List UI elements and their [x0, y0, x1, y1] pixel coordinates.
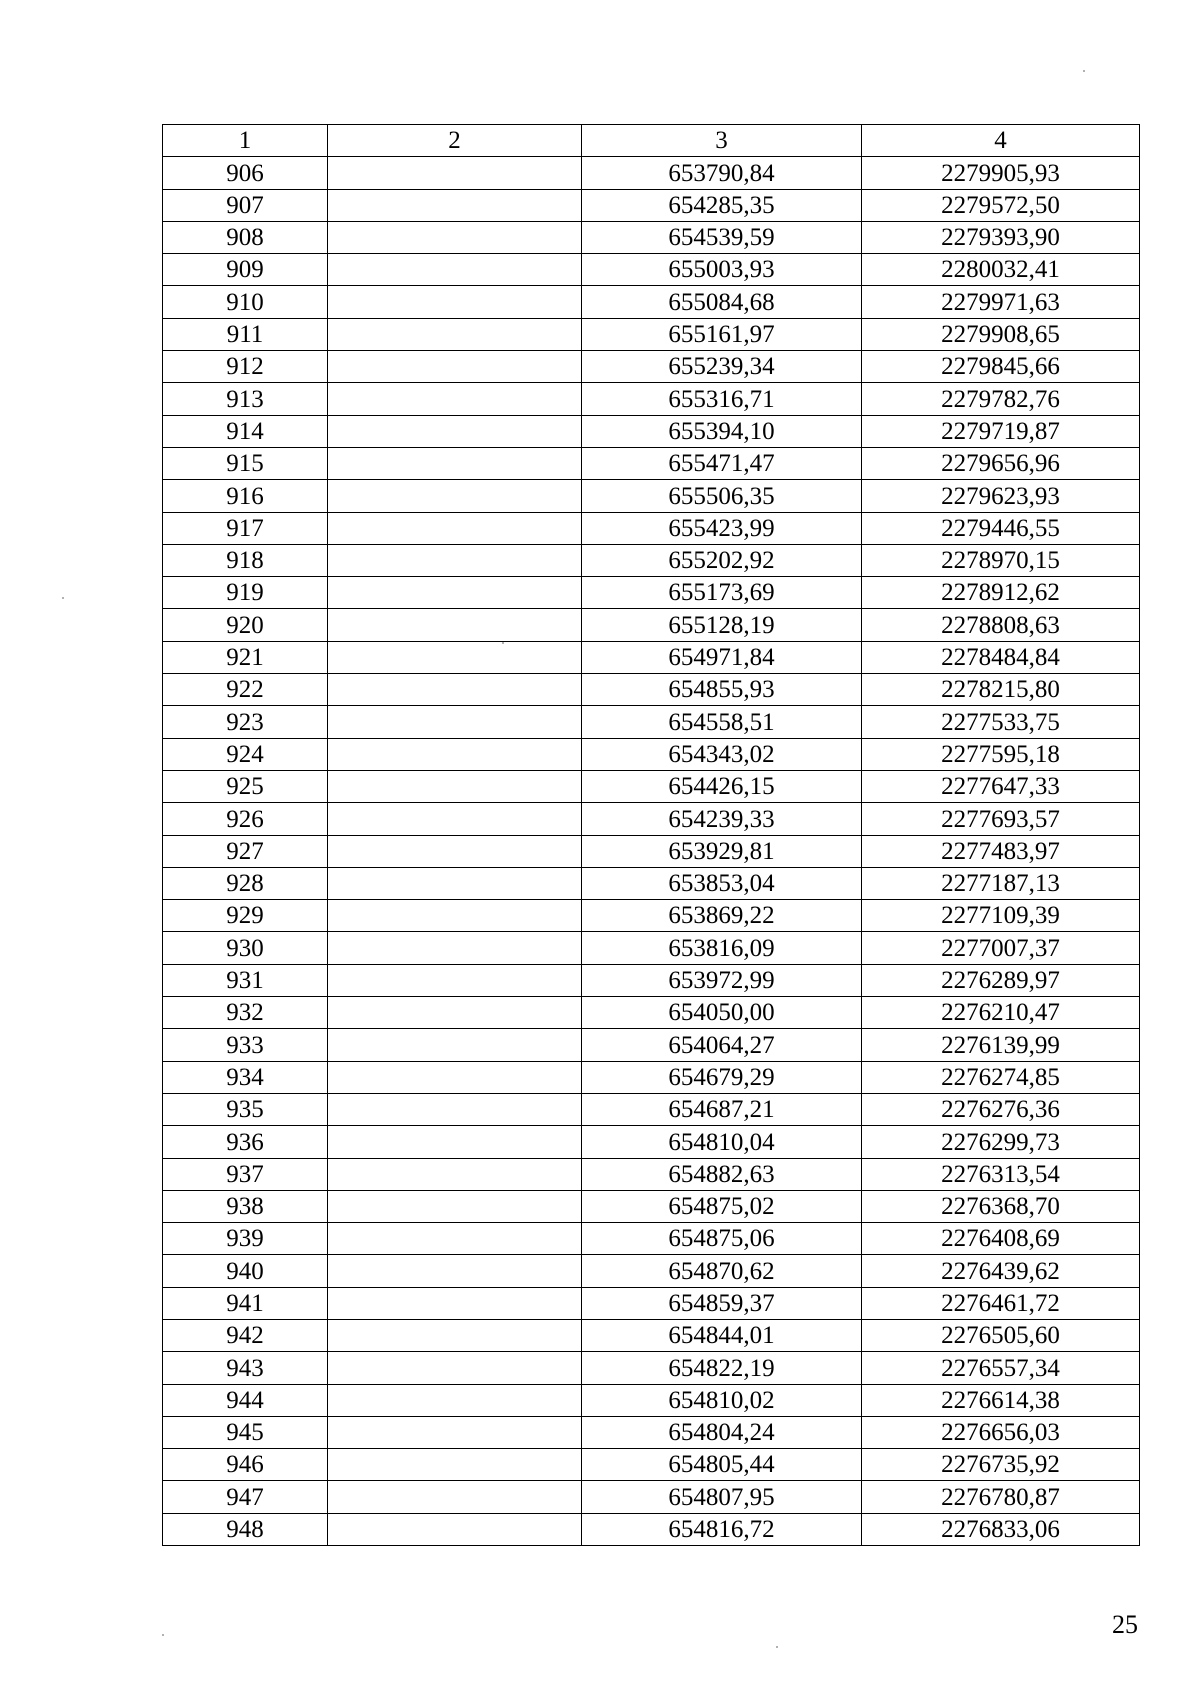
- table-row: [163, 1029, 1140, 1061]
- table-row: [163, 383, 1140, 415]
- empty-cell: [328, 1061, 582, 1093]
- empty-cell: [328, 932, 582, 964]
- y-coordinate-cell: 2276461,72: [862, 1287, 1140, 1319]
- y-coordinate-cell: 2278970,15: [862, 544, 1140, 576]
- table-row: [163, 997, 1140, 1029]
- y-coordinate-cell: 2276289,97: [862, 964, 1140, 996]
- table-header: [163, 125, 1140, 157]
- y-coordinate-cell: 2276276,36: [862, 1093, 1140, 1125]
- empty-cell: [328, 641, 582, 673]
- empty-cell: [328, 1158, 582, 1190]
- point-number-cell: 940: [163, 1255, 328, 1287]
- point-number-cell: 943: [163, 1352, 328, 1384]
- y-coordinate-cell: 2277595,18: [862, 738, 1140, 770]
- table-row: [163, 1223, 1140, 1255]
- table-row: [163, 867, 1140, 899]
- empty-cell: [328, 1190, 582, 1222]
- y-coordinate-cell: 2279572,50: [862, 189, 1140, 221]
- y-coordinate-cell: 2278484,84: [862, 641, 1140, 673]
- y-coordinate-cell: 2279623,93: [862, 480, 1140, 512]
- point-number-cell: 916: [163, 480, 328, 512]
- table-row: [163, 415, 1140, 447]
- y-coordinate-cell: 2279446,55: [862, 512, 1140, 544]
- table-row: [163, 1126, 1140, 1158]
- empty-cell: [328, 1255, 582, 1287]
- x-coordinate-cell: 655084,68: [582, 286, 862, 318]
- point-number-cell: 945: [163, 1416, 328, 1448]
- y-coordinate-cell: 2277187,13: [862, 867, 1140, 899]
- empty-cell: [328, 577, 582, 609]
- table-row: [163, 318, 1140, 350]
- point-number-cell: 929: [163, 900, 328, 932]
- header-cell-4: 4: [862, 125, 1140, 157]
- y-coordinate-cell: 2276299,73: [862, 1126, 1140, 1158]
- y-coordinate-cell: 2279719,87: [862, 415, 1140, 447]
- y-coordinate-cell: 2278808,63: [862, 609, 1140, 641]
- empty-cell: [328, 674, 582, 706]
- point-number-cell: 941: [163, 1287, 328, 1319]
- point-number-cell: 919: [163, 577, 328, 609]
- empty-cell: [328, 512, 582, 544]
- table-row: [163, 1319, 1140, 1351]
- x-coordinate-cell: 653853,04: [582, 867, 862, 899]
- y-coordinate-cell: 2279971,63: [862, 286, 1140, 318]
- y-coordinate-cell: 2276274,85: [862, 1061, 1140, 1093]
- empty-cell: [328, 609, 582, 641]
- x-coordinate-cell: 654810,04: [582, 1126, 862, 1158]
- empty-cell: [328, 318, 582, 350]
- table-row: [163, 1158, 1140, 1190]
- point-number-cell: 927: [163, 835, 328, 867]
- y-coordinate-cell: 2276780,87: [862, 1481, 1140, 1513]
- point-number-cell: 922: [163, 674, 328, 706]
- point-number-cell: 913: [163, 383, 328, 415]
- empty-cell: [328, 1384, 582, 1416]
- y-coordinate-cell: 2276139,99: [862, 1029, 1140, 1061]
- y-coordinate-cell: 2278912,62: [862, 577, 1140, 609]
- table-row: [163, 1416, 1140, 1448]
- x-coordinate-cell: 655161,97: [582, 318, 862, 350]
- y-coordinate-cell: 2276368,70: [862, 1190, 1140, 1222]
- x-coordinate-cell: 654875,02: [582, 1190, 862, 1222]
- scan-speck: [502, 642, 504, 644]
- empty-cell: [328, 1093, 582, 1125]
- x-coordinate-cell: 655003,93: [582, 254, 862, 286]
- y-coordinate-cell: 2276439,62: [862, 1255, 1140, 1287]
- x-coordinate-cell: 654805,44: [582, 1449, 862, 1481]
- empty-cell: [328, 286, 582, 318]
- point-number-cell: 942: [163, 1319, 328, 1351]
- y-coordinate-cell: 2278215,80: [862, 674, 1140, 706]
- point-number-cell: 910: [163, 286, 328, 318]
- y-coordinate-cell: 2279656,96: [862, 447, 1140, 479]
- point-number-cell: 914: [163, 415, 328, 447]
- y-coordinate-cell: 2276735,92: [862, 1449, 1140, 1481]
- x-coordinate-cell: 654804,24: [582, 1416, 862, 1448]
- empty-cell: [328, 221, 582, 253]
- point-number-cell: 946: [163, 1449, 328, 1481]
- table-row: [163, 738, 1140, 770]
- empty-cell: [328, 544, 582, 576]
- point-number-cell: 908: [163, 221, 328, 253]
- x-coordinate-cell: 655202,92: [582, 544, 862, 576]
- point-number-cell: 944: [163, 1384, 328, 1416]
- table-row: [163, 835, 1140, 867]
- scan-speck: [1083, 70, 1085, 72]
- y-coordinate-cell: 2277007,37: [862, 932, 1140, 964]
- x-coordinate-cell: 654239,33: [582, 803, 862, 835]
- y-coordinate-cell: 2276557,34: [862, 1352, 1140, 1384]
- x-coordinate-cell: 655471,47: [582, 447, 862, 479]
- point-number-cell: 932: [163, 997, 328, 1029]
- table-row: [163, 674, 1140, 706]
- empty-cell: [328, 351, 582, 383]
- point-number-cell: 921: [163, 641, 328, 673]
- table-row: [163, 1287, 1140, 1319]
- coordinates-table: [162, 124, 1140, 1546]
- table-row: [163, 900, 1140, 932]
- x-coordinate-cell: 653816,09: [582, 932, 862, 964]
- x-coordinate-cell: 654064,27: [582, 1029, 862, 1061]
- empty-cell: [328, 997, 582, 1029]
- point-number-cell: 939: [163, 1223, 328, 1255]
- empty-cell: [328, 1449, 582, 1481]
- page-number: 25: [1112, 1610, 1138, 1639]
- x-coordinate-cell: 654679,29: [582, 1061, 862, 1093]
- y-coordinate-cell: 2276614,38: [862, 1384, 1140, 1416]
- x-coordinate-cell: 654859,37: [582, 1287, 862, 1319]
- point-number-cell: 947: [163, 1481, 328, 1513]
- x-coordinate-cell: 654558,51: [582, 706, 862, 738]
- table-row: [163, 1481, 1140, 1513]
- table-row: [163, 512, 1140, 544]
- table-row: [163, 286, 1140, 318]
- empty-cell: [328, 1029, 582, 1061]
- table-row: [163, 1093, 1140, 1125]
- empty-cell: [328, 447, 582, 479]
- point-number-cell: 915: [163, 447, 328, 479]
- x-coordinate-cell: 655316,71: [582, 383, 862, 415]
- y-coordinate-cell: 2276313,54: [862, 1158, 1140, 1190]
- x-coordinate-cell: 655506,35: [582, 480, 862, 512]
- table-row: [163, 1449, 1140, 1481]
- point-number-cell: 933: [163, 1029, 328, 1061]
- x-coordinate-cell: 654870,62: [582, 1255, 862, 1287]
- table-row: [163, 254, 1140, 286]
- y-coordinate-cell: 2279782,76: [862, 383, 1140, 415]
- header-cell-3: 3: [582, 125, 862, 157]
- point-number-cell: 920: [163, 609, 328, 641]
- x-coordinate-cell: 654816,72: [582, 1513, 862, 1545]
- empty-cell: [328, 1352, 582, 1384]
- x-coordinate-cell: 654875,06: [582, 1223, 862, 1255]
- empty-cell: [328, 770, 582, 802]
- table-row: [163, 609, 1140, 641]
- empty-cell: [328, 157, 582, 189]
- point-number-cell: 923: [163, 706, 328, 738]
- x-coordinate-cell: 653869,22: [582, 900, 862, 932]
- x-coordinate-cell: 654807,95: [582, 1481, 862, 1513]
- header-cell-1: 1: [163, 125, 328, 157]
- point-number-cell: 924: [163, 738, 328, 770]
- y-coordinate-cell: 2279845,66: [862, 351, 1140, 383]
- empty-cell: [328, 964, 582, 996]
- x-coordinate-cell: 654343,02: [582, 738, 862, 770]
- x-coordinate-cell: 653790,84: [582, 157, 862, 189]
- point-number-cell: 935: [163, 1093, 328, 1125]
- empty-cell: [328, 383, 582, 415]
- table-row: [163, 447, 1140, 479]
- x-coordinate-cell: 654822,19: [582, 1352, 862, 1384]
- empty-cell: [328, 189, 582, 221]
- point-number-cell: 934: [163, 1061, 328, 1093]
- y-coordinate-cell: 2279393,90: [862, 221, 1140, 253]
- empty-cell: [328, 867, 582, 899]
- scan-speck: [62, 597, 64, 599]
- point-number-cell: 938: [163, 1190, 328, 1222]
- x-coordinate-cell: 655239,34: [582, 351, 862, 383]
- empty-cell: [328, 738, 582, 770]
- point-number-cell: 907: [163, 189, 328, 221]
- table-row: [163, 964, 1140, 996]
- header-row: [163, 125, 1140, 157]
- point-number-cell: 912: [163, 351, 328, 383]
- scan-speck: [776, 1646, 778, 1648]
- y-coordinate-cell: 2276210,47: [862, 997, 1140, 1029]
- point-number-cell: 909: [163, 254, 328, 286]
- empty-cell: [328, 1287, 582, 1319]
- table-row: [163, 803, 1140, 835]
- y-coordinate-cell: 2276656,03: [862, 1416, 1140, 1448]
- table-body: [163, 157, 1140, 1546]
- empty-cell: [328, 1416, 582, 1448]
- table-row: [163, 189, 1140, 221]
- y-coordinate-cell: 2277109,39: [862, 900, 1140, 932]
- y-coordinate-cell: 2277693,57: [862, 803, 1140, 835]
- table-row: [163, 1384, 1140, 1416]
- empty-cell: [328, 254, 582, 286]
- point-number-cell: 937: [163, 1158, 328, 1190]
- y-coordinate-cell: 2277533,75: [862, 706, 1140, 738]
- table-row: [163, 1513, 1140, 1545]
- x-coordinate-cell: 654844,01: [582, 1319, 862, 1351]
- x-coordinate-cell: 654426,15: [582, 770, 862, 802]
- x-coordinate-cell: 654882,63: [582, 1158, 862, 1190]
- empty-cell: [328, 900, 582, 932]
- point-number-cell: 936: [163, 1126, 328, 1158]
- point-number-cell: 928: [163, 867, 328, 899]
- point-number-cell: 917: [163, 512, 328, 544]
- table-row: [163, 1255, 1140, 1287]
- point-number-cell: 926: [163, 803, 328, 835]
- point-number-cell: 931: [163, 964, 328, 996]
- empty-cell: [328, 415, 582, 447]
- x-coordinate-cell: 654971,84: [582, 641, 862, 673]
- y-coordinate-cell: 2276833,06: [862, 1513, 1140, 1545]
- point-number-cell: 948: [163, 1513, 328, 1545]
- x-coordinate-cell: 654687,21: [582, 1093, 862, 1125]
- point-number-cell: 911: [163, 318, 328, 350]
- x-coordinate-cell: 655423,99: [582, 512, 862, 544]
- x-coordinate-cell: 654285,35: [582, 189, 862, 221]
- table-row: [163, 1061, 1140, 1093]
- x-coordinate-cell: 654810,02: [582, 1384, 862, 1416]
- scan-speck: [162, 1634, 164, 1636]
- empty-cell: [328, 835, 582, 867]
- x-coordinate-cell: 654855,93: [582, 674, 862, 706]
- empty-cell: [328, 480, 582, 512]
- point-number-cell: 906: [163, 157, 328, 189]
- point-number-cell: 925: [163, 770, 328, 802]
- x-coordinate-cell: 653972,99: [582, 964, 862, 996]
- empty-cell: [328, 1126, 582, 1158]
- y-coordinate-cell: 2279905,93: [862, 157, 1140, 189]
- empty-cell: [328, 1513, 582, 1545]
- table-row: [163, 1352, 1140, 1384]
- x-coordinate-cell: 655173,69: [582, 577, 862, 609]
- empty-cell: [328, 706, 582, 738]
- x-coordinate-cell: 655128,19: [582, 609, 862, 641]
- y-coordinate-cell: 2276505,60: [862, 1319, 1140, 1351]
- table-row: [163, 157, 1140, 189]
- table-row: [163, 221, 1140, 253]
- table-row: [163, 351, 1140, 383]
- table-row: [163, 641, 1140, 673]
- y-coordinate-cell: 2280032,41: [862, 254, 1140, 286]
- y-coordinate-cell: 2279908,65: [862, 318, 1140, 350]
- table-row: [163, 932, 1140, 964]
- x-coordinate-cell: 655394,10: [582, 415, 862, 447]
- table-row: [163, 770, 1140, 802]
- y-coordinate-cell: 2276408,69: [862, 1223, 1140, 1255]
- x-coordinate-cell: 654539,59: [582, 221, 862, 253]
- empty-cell: [328, 1223, 582, 1255]
- empty-cell: [328, 1319, 582, 1351]
- table-row: [163, 480, 1140, 512]
- x-coordinate-cell: 654050,00: [582, 997, 862, 1029]
- table-row: [163, 577, 1140, 609]
- empty-cell: [328, 1481, 582, 1513]
- table-row: [163, 544, 1140, 576]
- table-row: [163, 706, 1140, 738]
- point-number-cell: 930: [163, 932, 328, 964]
- point-number-cell: 918: [163, 544, 328, 576]
- y-coordinate-cell: 2277483,97: [862, 835, 1140, 867]
- empty-cell: [328, 803, 582, 835]
- y-coordinate-cell: 2277647,33: [862, 770, 1140, 802]
- header-cell-2: 2: [328, 125, 582, 157]
- x-coordinate-cell: 653929,81: [582, 835, 862, 867]
- table-row: [163, 1190, 1140, 1222]
